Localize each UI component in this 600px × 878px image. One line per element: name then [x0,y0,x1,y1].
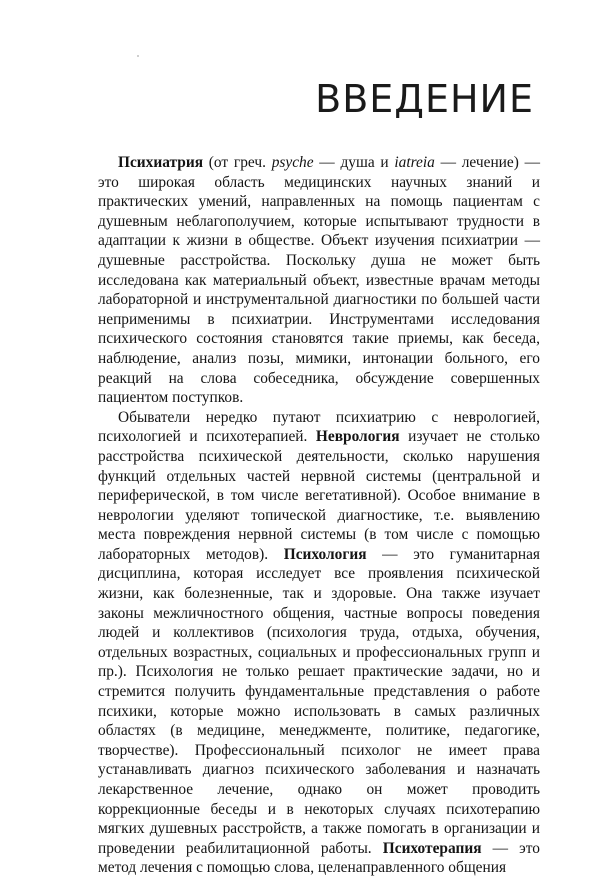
term-psychology: Психология [283,545,367,563]
text-segment: изучает не столько расстройства психической деятельности, сколько нарушения функций отдельных частей нервной системы (центральной и периферической, в том числе вегетативной). Особое внимание в неврологии уделяют топической диагностике, т.е. выявлению места повреждения нервной системы (в том числе с помощью лабораторных методов). [98,428,540,563]
body-text [98,153,540,878]
text-segment: Обыватели нередко путают психиатрию с неврологией, психологией и психотерапией. [98,408,540,446]
text-segment: — душа и [313,154,395,171]
paragraph-related-disciplines [98,408,540,878]
greek-word-iatreia: iatreia [394,154,435,171]
text-segment: — это метод лечения с помощью слова, целенаправленного общения [98,839,540,877]
paragraph-psychiatry-definition [98,153,540,408]
text-segment: — лечение) — это широкая область медицинских научных знаний и практических умений, направленных на помощь пациентам с душевным неблагополучием, которые испытывают трудности в адаптации к жизни в обществе. Объект изучения психиатрии — душевные расстройства. Поскольку душа не может быть исследована как материальный объект, известные врачам методы лабораторной и инструментальной диагностики по большей части неприменимы в психиатрии. Инструментами исследования психического состояния становятся такие приемы, как беседа, наблюдение, анализ позы, мимики, интонации больного, его реакций на слова собеседника, обсуждение совершенных пациентом поступков. [98,154,541,407]
scan-speck [137,55,139,57]
term-neurology: Неврология [315,428,400,446]
text-segment: (от греч. [203,154,272,171]
term-psychotherapy: Психотерапия [382,839,482,857]
text-segment: — это гуманитарная дисциплина, которая исследует все проявления психической жизни, как болезненные, так и здоровые. Она также изучает законы межличностного общения, частные вопросы поведения людей и коллективов (психология труда, отдыха, обучения, отдельных возрастных, социальных и профессиональных групп и пр.). Психология не только решает практические задачи, но и стремится получить фундаментальные представления о работе психики, которые можно использовать в самых различных областях (в медицине, менеджменте, политике, педагогике, творчестве). Профессиональный психолог не имеет права устанавливать диагноз психического заболевания и назначать лекарственное лечение, однако он может проводить коррекционные беседы и в некоторых случаях психотерапию мягких душевных расстройств, а также помогать в организации и проведении реабилитационной работы. [98,545,540,857]
greek-word-psyche: psyche [271,154,314,171]
chapter-title: ВВЕДЕНИЕ [315,77,534,121]
term-psychiatry: Психиатрия [118,154,204,171]
